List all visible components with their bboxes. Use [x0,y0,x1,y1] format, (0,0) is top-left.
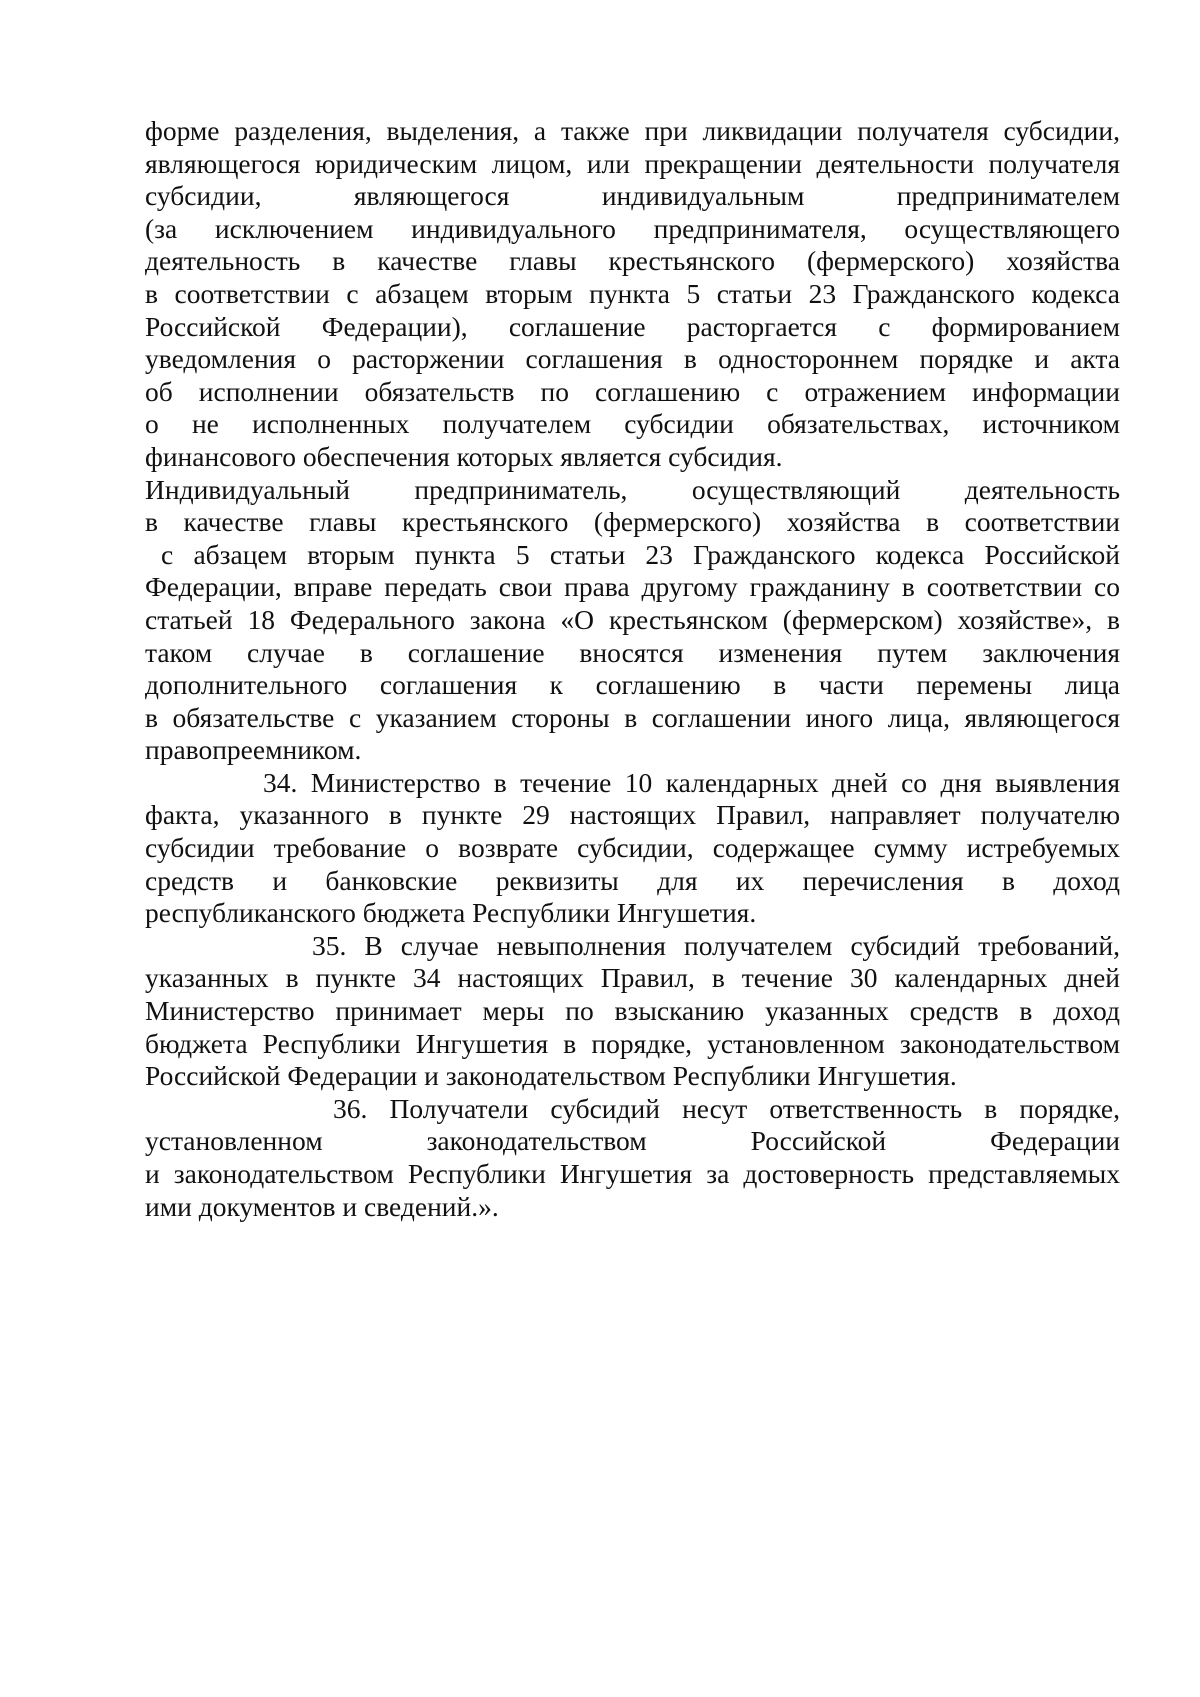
paragraph-34 [145,767,1120,930]
text-line: о не исполненных получателем субсидии обязательствах, источником [145,408,1120,440]
document-body [145,115,1120,1223]
text-line: Российской Федерации), соглашение расторгается с формированием [145,310,1120,342]
paragraph-entrepreneur [145,474,1120,767]
text-line: в соответствии с абзацем вторым пункта 5 статьи 23 Гражданского кодекса [145,277,1120,309]
text-line: Российской Федерации и законодательством Республики Ингушетия. [145,1060,957,1092]
text-line: таком случае в соглашение вносятся изменения путем заключения [145,636,1120,668]
text-line: уведомления о расторжении соглашения в одностороннем порядке и акта [145,343,1120,375]
text-line: республиканского бюджета Республики Ингушетия. [145,897,757,929]
text-line: 35. В случае невыполнения получателем субсидий требований, [312,929,1120,961]
text-line: с абзацем вторым пункта 5 статьи 23 Гражданского кодекса Российской [161,538,1120,570]
text-line: дополнительного соглашения к соглашению в части перемены лица [145,669,1120,701]
text-line: субсидии требование о возврате субсидии, содержащее сумму истребуемых [145,832,1120,864]
text-line: правопреемником. [145,734,362,766]
text-line: указанных в пункте 34 настоящих Правил, в течение 30 календарных дней [145,962,1120,994]
text-line: установленном законодательством Российской Федерации [145,1125,1120,1157]
text-line: средств и банковские реквизиты для их перечисления в доход [145,864,1120,896]
text-line: ими документов и сведений.». [145,1190,499,1222]
text-line: в качестве главы крестьянского (фермерского) хозяйства в соответствии [145,506,1120,538]
text-line: являющегося юридическим лицом, или прекращении деятельности получателя [145,147,1120,179]
text-line: бюджета Республики Ингушетия в порядке, установленном законодательством [145,1027,1120,1059]
paragraph-35 [145,930,1120,1093]
paragraph-36 [145,1093,1120,1223]
text-line: в обязательстве с указанием стороны в соглашении иного лица, являющегося [145,701,1120,733]
text-line: статьей 18 Федерального закона «О крестьянском (фермерском) хозяйстве», в [145,603,1120,635]
text-line: 36. Получатели субсидий несут ответственность в порядке, [333,1092,1120,1124]
text-line: деятельность в качестве главы крестьянского (фермерского) хозяйства [145,245,1120,277]
text-line: форме разделения, выделения, а также при ликвидации получателя субсидии, [145,115,1120,146]
text-line: (за исключением индивидуального предпринимателя, осуществляющего [145,212,1120,244]
text-line: субсидии, являющегося индивидуальным предпринимателем [145,180,1120,212]
text-line: об исполнении обязательств по соглашению с отражением информации [145,375,1120,407]
text-line: Министерство принимает меры по взысканию указанных средств в доход [145,995,1120,1027]
text-line: Федерации, вправе передать свои права другому гражданину в соответствии со [145,571,1120,603]
paragraph-termination [145,115,1120,474]
text-line: финансового обеспечения которых является субсидия. [145,440,783,472]
text-line: факта, указанного в пункте 29 настоящих Правил, направляет получателю [145,799,1120,831]
text-line: 34. Министерство в течение 10 календарных дней со дня выявления [263,766,1120,798]
text-line: Индивидуальный предприниматель, осуществляющий деятельность [145,473,1120,505]
text-line: и законодательством Республики Ингушетия за достоверность представляемых [145,1158,1120,1189]
